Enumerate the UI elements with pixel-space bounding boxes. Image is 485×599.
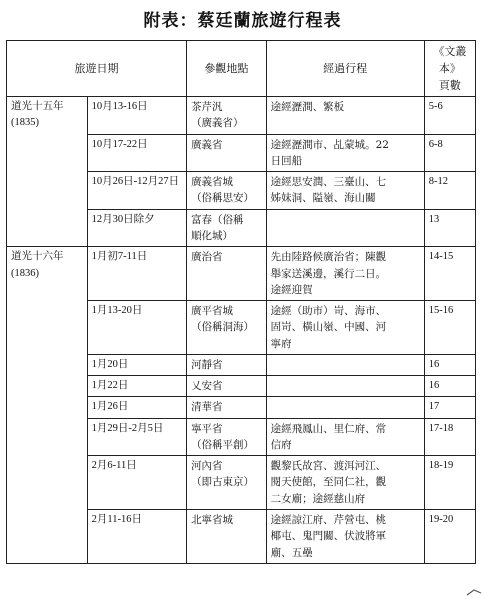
route-cell	[266, 397, 424, 418]
route-line: 廟、五壘	[270, 546, 313, 559]
route-cell	[266, 209, 424, 247]
place-cell	[187, 97, 267, 135]
place-cell	[187, 354, 267, 375]
place-cell	[187, 397, 267, 418]
place-line: 河內省	[191, 460, 223, 473]
place-line: （廣義省）	[191, 117, 244, 130]
route-cell	[266, 418, 424, 456]
route-line: 途經瀝澗、繁板	[270, 101, 345, 114]
place-line: 廣義省	[191, 138, 223, 151]
page-corner-mark	[466, 587, 482, 597]
route-cell	[266, 134, 424, 172]
pages-cell: 16	[424, 354, 475, 375]
route-line: 日回船	[270, 154, 303, 167]
place-cell	[187, 418, 267, 456]
route-line: 姊妹洞、隘嶺、海山關	[270, 192, 376, 205]
place-line: （即古東京）	[191, 476, 255, 489]
place-cell	[187, 209, 267, 247]
route-line: 信府	[270, 438, 292, 451]
route-line: 觀黎氏故宮、渡洱河江、	[270, 460, 387, 473]
route-line: 二女廟；途經慈山府	[270, 492, 366, 505]
place-line: 寧平省	[191, 422, 223, 435]
pages-cell: 8-12	[424, 172, 475, 210]
route-line: 先由陸路候廣治省；陳觀	[270, 251, 387, 264]
route-cell	[266, 509, 424, 563]
route-cell	[266, 97, 424, 135]
pages-cell: 17-18	[424, 418, 475, 456]
place-line: 河靜省	[191, 358, 223, 371]
page-title: 附表：蔡廷蘭旅遊行程表	[143, 11, 342, 31]
date-cell: 2月11-16日	[87, 509, 186, 563]
place-cell	[187, 247, 267, 301]
header-route: 經過行程	[266, 41, 424, 97]
pages-cell: 15-16	[424, 301, 475, 355]
table-body	[7, 97, 476, 564]
route-cell	[266, 301, 424, 355]
itinerary-table	[6, 40, 476, 564]
route-cell	[266, 354, 424, 375]
era-cell	[7, 97, 88, 247]
route-line: 舉家送溪邊，溪行二日。	[270, 267, 387, 280]
era-name: 道光十五年	[11, 101, 64, 113]
pages-cell: 17	[424, 397, 475, 418]
era-year: (1836)	[11, 267, 39, 279]
place-line: 廣義省城	[191, 176, 234, 189]
place-cell	[187, 172, 267, 210]
place-line: （俗稱思安）	[191, 192, 255, 205]
place-cell	[187, 509, 267, 563]
header-place: 參觀地點	[187, 41, 267, 97]
route-cell	[266, 376, 424, 397]
table-row	[7, 247, 476, 301]
date-cell: 1月29日-2月5日	[87, 418, 186, 456]
date-cell: 1月20日	[87, 354, 186, 375]
place-line: 清華省	[191, 401, 223, 414]
route-line: 固岢、橫山嶺、中國、河	[270, 321, 387, 334]
route-line: 途經（助市）岢、海市、	[270, 305, 387, 318]
place-line: 富春（俗稱	[191, 213, 244, 226]
place-cell	[187, 376, 267, 397]
date-cell: 10月17-22日	[87, 134, 186, 172]
era-name: 道光十六年	[11, 251, 64, 263]
route-cell	[266, 172, 424, 210]
route-line: 閱天使館，至同仁社，觀	[270, 476, 387, 489]
header-pages-line1: 《文叢本》	[433, 45, 467, 76]
date-cell: 1月22日	[87, 376, 186, 397]
date-cell: 10月13-16日	[87, 97, 186, 135]
pages-cell: 14-15	[424, 247, 475, 301]
pages-cell: 5-6	[424, 97, 475, 135]
route-line: 椰屯、鬼門關、伏波將軍	[270, 530, 387, 543]
route-line: 途經諒江府、芹營屯、桃	[270, 513, 387, 526]
date-cell: 1月初7-11日	[87, 247, 186, 301]
date-cell: 10月26日-12月27日	[87, 172, 186, 210]
table-row	[7, 97, 476, 135]
pages-cell: 16	[424, 376, 475, 397]
place-line: 乂安省	[191, 380, 223, 393]
pages-cell: 13	[424, 209, 475, 247]
route-line: 寧府	[270, 337, 292, 350]
pages-cell: 18-19	[424, 456, 475, 510]
place-cell	[187, 456, 267, 510]
place-line: （俗稱洞海）	[191, 321, 255, 334]
place-line: 廣平省城	[191, 305, 234, 318]
header-row	[7, 41, 476, 97]
era-year: (1835)	[11, 117, 39, 129]
date-cell: 1月13-20日	[87, 301, 186, 355]
route-cell	[266, 247, 424, 301]
route-line: 途經瀝澗市、乩蒙城。22	[270, 138, 389, 151]
pages-cell: 6-8	[424, 134, 475, 172]
place-line: 廣治省	[191, 251, 223, 264]
header-pages	[424, 41, 475, 97]
place-line: 北寧省城	[191, 513, 234, 526]
era-cell	[7, 247, 88, 564]
place-line: 順化城）	[191, 230, 234, 242]
header-pages-line2: 頁數	[438, 79, 461, 93]
route-line: 途經迎賀	[270, 283, 313, 296]
route-line: 途經思安潤、三臺山、七	[270, 176, 387, 189]
header-dates: 旅遊日期	[7, 41, 187, 97]
place-line: 茶芹汎	[191, 101, 223, 114]
date-cell: 2月6-11日	[87, 456, 186, 510]
route-cell	[266, 456, 424, 510]
place-cell	[187, 301, 267, 355]
place-cell	[187, 134, 267, 172]
place-line: （俗稱平創）	[191, 438, 255, 451]
date-cell: 1月26日	[87, 397, 186, 418]
pages-cell: 19-20	[424, 509, 475, 563]
date-cell: 12月30日除夕	[87, 209, 186, 247]
route-line: 途經飛鳳山、里仁府、常	[270, 422, 387, 435]
